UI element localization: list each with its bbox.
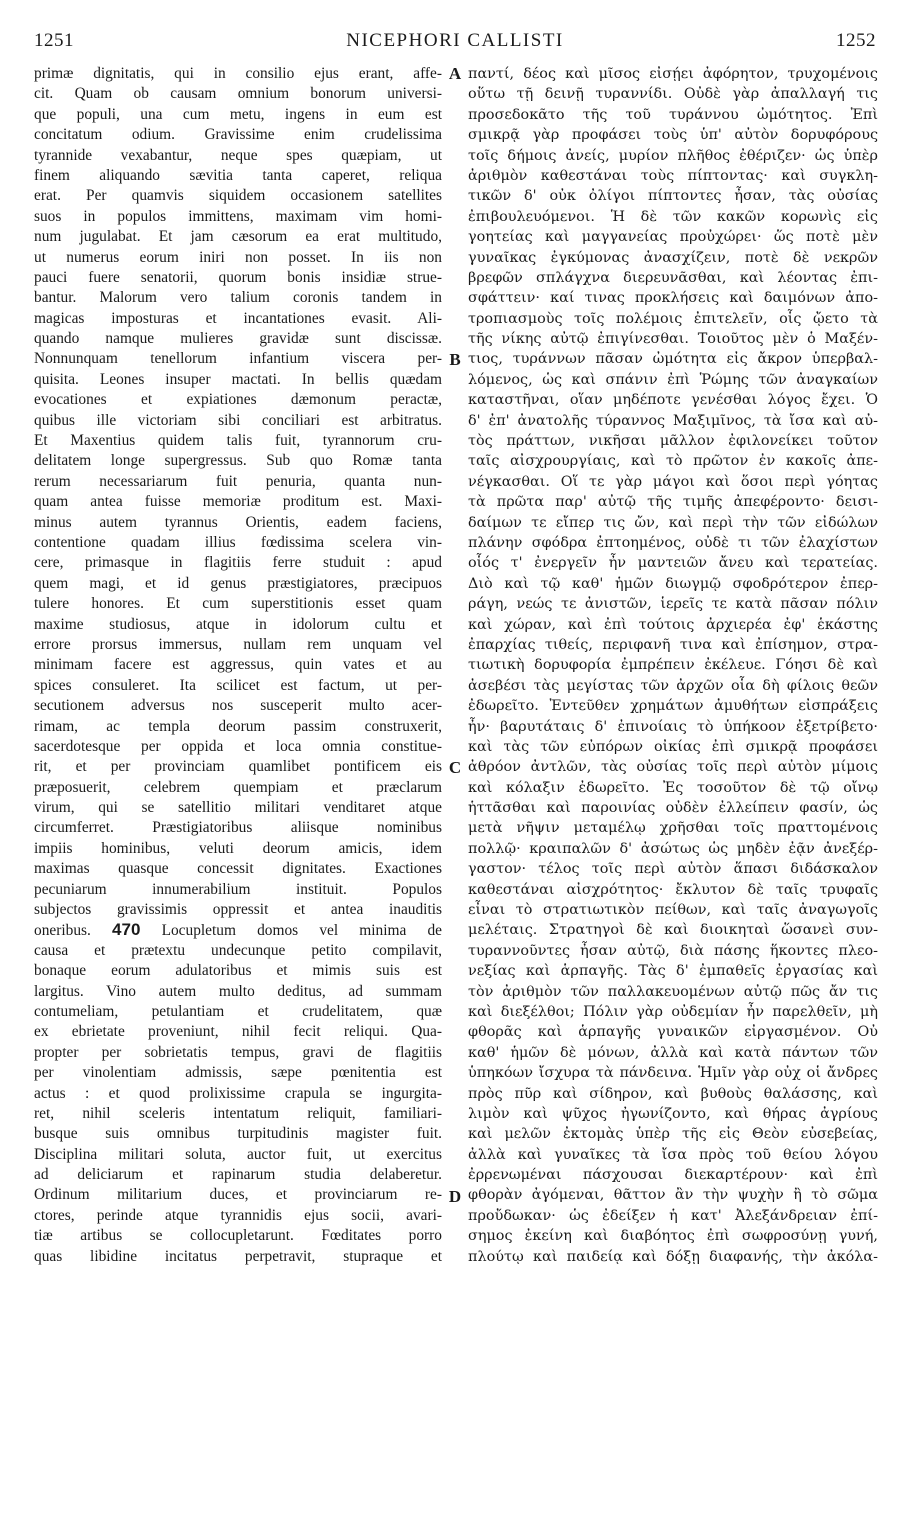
greek-text-line: πλάνην σφόδρα ἐπτοημένος, οὐδὲ τι τῶν ἐλαχίστων [468,534,878,551]
greek-text-line: λιμὸν καὶ ψῦχος ἠγωνίζοντο, καὶ θήρας ἀγρίους [468,1105,878,1122]
running-title: NICEPHORI CALLISTI [346,30,564,51]
latin-text-line: ret, nihil sceleris intentatum reliquit, familiari- [34,1104,442,1122]
greek-text-line: δ' ἐπ' ἀνατολῆς τύραννος Μαξιμῖνος, τὰ ἴσα καὶ αὐ- [468,412,878,429]
latin-text-line: largitus. Vino autem multo deditus, ad summam [34,982,442,1000]
latin-text-line: virum, qui se satellitio militari venditaret atque [34,799,442,817]
greek-text-line: λόμενος, ὡς καὶ σπάνιν ἐπὶ Ῥώμης τῶν ἀναγκαίων [468,371,878,388]
greek-text-line: ἐδωρεῖτο. Ἐντεῦθεν χρημάτων ἀμυθήτων εἰσπράξεις [468,698,878,715]
greek-text-line: καὶ χώραν, καὶ ἐπὶ τούτοις ἀρχιερέα ἐφ' ἑκάστης [468,616,878,633]
latin-text-line: quibus ille victoriam sibi conciliari est arbitratus. [34,411,442,429]
greek-text-line: ἐπιβουλευόμενοι. Ἡ δὲ τῶν κακῶν κορωνὶς εἰς [468,208,878,225]
greek-text-line: τὸς πράττων, νικῆσαι μᾶλλον ἐφιλονείκει τοῦτον [468,433,878,450]
latin-text-line: quando namque mulieres gravidæ sunt discissæ. [34,330,442,348]
latin-text-line: magicas imposturas et incantationes evasit. Ali- [34,309,442,327]
greek-text-line: ἀλλὰ καὶ γυναῖκες τὰ ἴσα πρὸς τοῦ θείου λόγου [468,1146,878,1163]
greek-text-line: καὶ διεξέλθοι; Πόλιν γὰρ οὐδεμίαν ἦν παρελθεῖν, μὴ [468,1003,878,1020]
latin-text-line: tyrannide vexabantur, neque spes quæpiam, ut [34,146,442,164]
greek-text-line: ράγη, νεώς τε ἀνιστῶν, ἱερεῖς τε κατὰ πᾶσαν πόλιν [468,596,878,613]
latin-text-line: sacerdotesque per oppida et loca omnia constitue- [34,737,442,755]
latin-text-line: delitatem longe supergressus. Sub quo Romæ tanta [34,452,442,470]
latin-text-line: cit. Quam ob causam omnium bonorum universi- [34,85,442,103]
latin-text-line: bantur. Malorum vero talium coronis tandem in [34,289,442,307]
greek-text-line: γοητείας καὶ μαγγανείας προὐχώρει· ὥς ποτὲ μὲν [468,229,878,246]
latin-text-line: præposuerit, celebrem quempiam et præclarum [34,778,442,796]
latin-text-line: circumferret. Præstigiatoribus aliisque nominibus [34,819,442,837]
latin-text-line: rimam, ac templa deorum passim construxerit, [34,717,442,735]
latin-text-line: Disciplina militari soluta, auctor fuit, ut exercitus [34,1145,442,1163]
greek-text-line: ἀθρόον ἀντλῶν, τὰς οὐσίας τοῖς περὶ αὐτὸν μίμοις [468,759,878,776]
greek-text-line: οἷός τ' ἐνεργεῖν ἦν μαντειῶν ἄνευ καὶ τερατείας. [468,555,878,572]
greek-text-line: φθορὰν ἀγόμεναι, θᾶττον ἂν τὴν ψυχὴν ἢ τὸ σῶμα [468,1187,878,1204]
greek-text-line: τικῶν δ' οὐκ ὀλίγοι πίπτοντες ἦσαν, τὰς οὐσίας [468,188,878,205]
greek-text-line: τῆς νίκης αὐτῷ ἐπιγίνεσθαι. Τοιοῦτος μὲν ὁ Μαξέν- [468,331,878,348]
latin-text-line: quem magi, et id genus præstigiatores, præcipuos [34,574,442,592]
latin-text-line: minus autem tyrannus Orientis, eadem faciens, [34,513,442,531]
greek-text-line: καὶ τὰς τῶν εὐπόρων οἰκίας ἐπὶ σμικρᾷ προφάσει [468,738,878,755]
latin-text-line: rit, et per provinciam quamlibet pontificem eis [34,758,442,776]
latin-text-line: maxime studiosus, atque in idolorum cultu et [34,615,442,633]
latin-text-line: secutionem adversus nos susceperit multo acer- [34,697,442,715]
latin-text-line: bonaque eorum adulatoribus et mimis suis est [34,962,442,980]
latin-text-line: ctores, perinde atque tyrannidis ejus socii, avari- [34,1206,442,1224]
greek-text-line: πρὸς πῦρ καὶ σίδηρον, καὶ βυθοὺς θαλάσσης, καὶ [468,1085,878,1102]
latin-text-line: finem aliquando sævitia tanta caperet, reliqua [34,166,442,184]
greek-text-line: τιωτικὴ δορυφορία ἐμπρέπειν ἐκέλευε. Γόησι δὲ καὶ [468,657,878,674]
latin-text-line: pecuniarum innumerabilium instituit. Populos [34,880,442,898]
latin-text-line: concitatum odium. Gravissime enim crudelissima [34,126,442,144]
greek-text-line: καθεστάναι αἰσχρότητος· ἔκλυτον δὲ ταῖς τρυφαῖς [468,881,878,898]
greek-text-line: σφάττειν· καί τινας προκλήσεις καὶ δαιμόνων ἀπο- [468,290,878,307]
latin-text-line: tulere honores. Et cum superstitionis esset quam [34,595,442,613]
greek-text-line: ἀσεβέσι τὰς μεγίστας τῶν ἀρχῶν οἷα δὴ φίλοις θεῶν [468,677,878,694]
section-letter-a: A [448,64,462,83]
greek-text-line: πολλῷ· κραιπαλῶν δ' ἀσώτως ὡς μηδὲν ἐᾷν ἀνεξέρ- [468,840,878,857]
latin-text-line: impiis hominibus, veluti deorum amicis, idem [34,839,442,857]
greek-text-line: εἶναι τὸ στρατιωτικὸν πείθων, καὶ ταῖς ἀναγωγοῖς [468,902,878,919]
greek-text-line: ἐρρενωμέναι πάσχουσαι διεκαρτέρουν· καὶ ἐπὶ [468,1167,878,1184]
greek-text-line: σημος ἐκείνη καὶ διαβόητος ἐπὶ σωφροσύνῃ γυνή, [468,1228,878,1245]
greek-text-line: δαίμων τε εἴπερ τις ὤν, καὶ περὶ τὴν τῶν εἰδώλων [468,514,878,531]
greek-text-line: ἡττᾶσθαι καὶ παροινίας οὐδὲν ἐλλείπειν φασίν, ὡς [468,800,878,817]
greek-text-line: Διὸ καὶ τῷ καθ' ἡμῶν διωγμῷ σφοδρότερον ἐπερ- [468,575,878,592]
latin-text-line: que populi, una cum metu, ingens in eum est [34,105,442,123]
latin-text-line: ut numerus eorum iniri non posset. In iis non [34,248,442,266]
greek-text-line: παντί, δέος καὶ μῖσος εἰσῄει ἀφόρητον, τρυχομένοις [468,66,878,82]
greek-text-line: γυναῖκας ἐγκύμονας ἀνασχίζειν, ποτὲ δὲ νεκρῶν [468,249,878,266]
greek-text-line: ὑπηκόων ἴσχυρα τὰ πάνδεινα. Ἡμῖν γὰρ οὐχ οἱ ἄνδρες [468,1065,878,1082]
greek-text-line: καταστῆναι, οἵαν μηδέποτε γενέσθαι λόγος ἔχει. Ὁ [468,392,878,409]
greek-text-line: φθορᾶς καὶ ἁρπαγῆς γυναικῶν εἰργασμένον. Οὐ [468,1024,878,1041]
latin-column [34,64,442,1267]
latin-text-line: ad deliciarum et rapinarum studia delaberetur. [34,1166,442,1184]
latin-text-line: oneribus. 470 Locupletum domos vel minima de [34,920,442,940]
section-letter-d: D [448,1187,462,1206]
greek-text-line: τὸν ἀριθμὸν τῶν παλλακευομένων αὐτῷ πῶς ἄν τις [468,983,878,1000]
latin-text-line: tiæ artibus se collocupletarunt. Fœditates porro [34,1227,442,1245]
latin-text-line: primæ dignitatis, qui in consilio ejus erant, affe- [34,65,442,82]
latin-text-line: cere, primasque in flagitiis ferre studuit : apud [34,554,442,572]
greek-text-line: σμικρᾷ γὰρ προφάσει τοὺς ὑπ' αὐτὸν δορυφόρους [468,127,878,144]
latin-text-line: spices consuleret. Ita scilicet est factum, ut per- [34,676,442,694]
greek-text-line: ἦν· βαρυτάταις δ' ἐπινοίαις τὸ ὑπήκοον ἐξετρίβετο· [468,718,878,735]
latin-text-line: maximas quasque concessit dignitates. Exactiones [34,860,442,878]
greek-column [468,64,878,1267]
greek-text-line: προὔδωκαν· ὡς ἐδείξεν ἡ κατ' Ἀλεξάνδρειαν ἐπί- [468,1207,878,1224]
right-column-number: 1252 [836,30,876,51]
latin-text-line: busque suis omnibus turpitudinis magister fuit. [34,1125,442,1143]
latin-text-line: rerum necessariarum fuit penuria, quanta nun- [34,472,442,490]
greek-text-line: μελέταις. Στρατηγοὶ δὲ καὶ διοικηταὶ ὥσανεὶ συν- [468,922,878,939]
latin-text-line: Nonnunquam tenellorum infantium viscera per- [34,350,442,368]
latin-text-line: quisita. Leones insuper mactati. In bellis quædam [34,370,442,388]
greek-text-line: ταῖς αἰσχρουργίαις, καὶ τὸ πρῶτον ἐν κακοῖς ἀπε- [468,453,878,470]
latin-text-line: causa et prætextu undecunque petito compilavit, [34,941,442,959]
greek-text-line: τιος, τυράννων πᾶσαν ὠμότητα εἰς ἄκρον ὑπερβαλ- [468,351,878,368]
greek-text-line: βρεφῶν σπλάγχνα διερευνᾶσθαι, καὶ λέοντας ἐπι- [468,269,878,286]
latin-text-line: actus : et quod prolixissime crapula se ingurgita- [34,1084,442,1102]
greek-text-line: προσεδοκᾶτο τῆς τοῦ τυράννου ὠμότητος. Ἐπὶ [468,106,878,123]
greek-text-line: καθ' ἡμῶν δὲ μόνων, ἀλλὰ καὶ κατὰ πάντων τῶν [468,1044,878,1061]
greek-text-line: ἐπαρχίας τιθείς, περιφανῆ τινα καὶ ἐπίσημον, στρα- [468,636,878,653]
latin-text-line: errore prorsus immersus, nullam rem unquam vel [34,635,442,653]
greek-text-line: τροπιασμοὺς τοῖς πολέμοις ἐπιτελεῖν, οἷς ᾤετο τὰ [468,310,878,327]
page-marker-number: 470 [112,920,141,940]
latin-text-line: suos in populos immittens, maximam vim homi- [34,207,442,225]
latin-text-line: Ordinum militarium duces, et provinciarum re- [34,1186,442,1204]
greek-text-line: τυραννοῦντες ἦσαν αὐτῷ, διὰ πάσης ἥκοντες πλεο- [468,942,878,959]
latin-text-line: minimam facere est aggressus, quin vates et au [34,656,442,674]
latin-text-line: contentione quadam illius fœdissima scelera vin- [34,533,442,551]
latin-text-line: pauci fuere senatorii, quorum bonis insidiæ strue- [34,268,442,286]
section-letter-c: C [448,758,462,777]
latin-text-line: evocationes et expiationes dæmonum peractæ, [34,391,442,409]
greek-text-line: καὶ μελῶν ἐκτομὰς ὑπὲρ τῆς εἰς Θεὸν εὐσεβείας, [468,1126,878,1143]
greek-text-line: καὶ κόλαξιν ἐδωρεῖτο. Ἐς τοσοῦτον δὲ τῷ οἴνῳ [468,779,878,796]
greek-text-line: πλούτῳ καὶ παιδείᾳ καὶ δόξῃ διαφανής, τὴν ἀκόλα- [468,1248,878,1265]
left-column-number: 1251 [34,30,74,51]
latin-text-line: Et Maxentius quidem talis fuit, tyrannorum cru- [34,432,442,450]
latin-text-line: ex ebrietate proveniunt, nihil fecit reliqui. Qua- [34,1023,442,1041]
greek-text-line: γαστον· τέλος τοῖς περὶ αὐτὸν ἅπασι διδάσκαλον [468,861,878,878]
latin-text-line: quam antea fuisse memoriæ proditum est. Maxi- [34,493,442,511]
greek-text-line: τὰ πρῶτα παρ' αὐτῷ τῆς τιμῆς ἀπεφέροντο· δεισι- [468,494,878,511]
latin-text-line: quas libidine incitatus perpetravit, stuprаque et [34,1247,442,1265]
latin-text-line: num jugulabat. Et jam cæsorum ea erat multitudo, [34,228,442,246]
latin-text-line: erat. Per quamvis siquidem occasionem satellites [34,187,442,205]
greek-text-line: νέγκασθαι. Οἵ τε γὰρ μάγοι καὶ ὅσοι περὶ γόητας [468,473,878,490]
greek-text-line: οὕτω τῇ δεινῇ τυραννίδι. Οὐδὲ γὰρ ἀπαλλαγή τις [468,86,878,103]
greek-text-line: τοῖς δήμοις ἀνείς, μυρίον πλῆθος ἐθέριζεν· ὡς ὑπὲρ [468,147,878,164]
latin-text-line: subjectos gravissimis oppressit et antea inauditis [34,901,442,919]
latin-text-line: per vinolentiam admissis, sæpe pœnitentia est [34,1064,442,1082]
greek-text-line: νεξίας καὶ ἁρπαγῆς. Τὰς δ' ἐμπαθεῖς ἐργασίας καὶ [468,963,878,980]
section-letter-b: B [449,350,461,369]
latin-text-line: contumeliam, petulantiam et crudelitatem, quæ [34,1002,442,1020]
greek-text-line: μετὰ νῆψιν μεταμέλῳ χρῆσθαι τοῖς πραττομένοις [468,820,878,837]
page-header [34,30,876,60]
greek-text-line: ἀριθμὸν καθεστάναι τοὺς πίπτοντας· καὶ συγκλη- [468,167,878,184]
latin-text-line: propter per sobrietatis tempus, gravi de flagitiis [34,1043,442,1061]
